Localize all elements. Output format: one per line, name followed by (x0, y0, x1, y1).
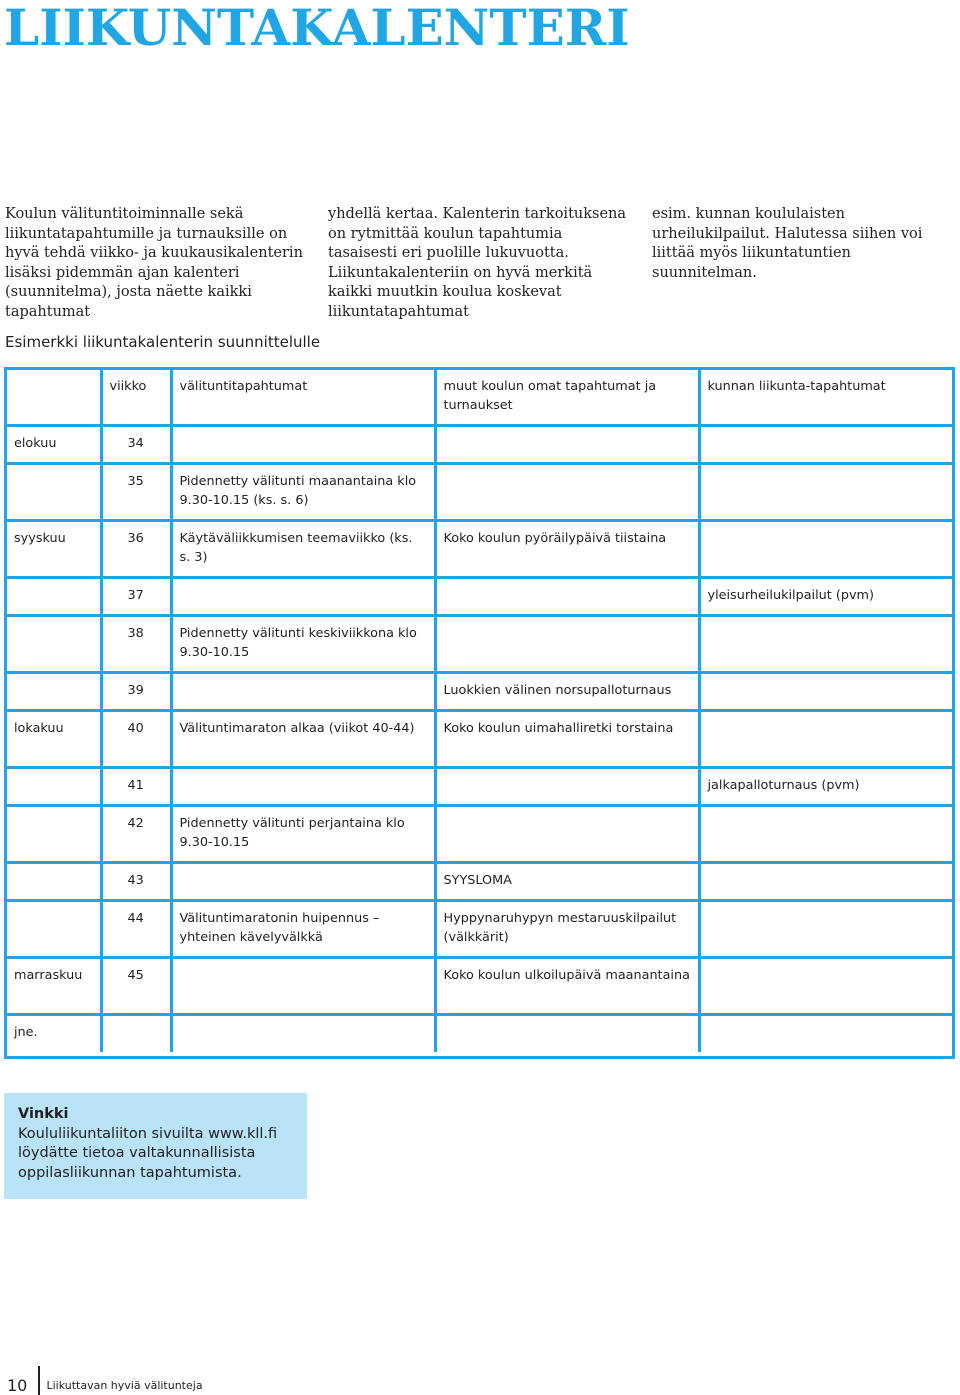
tip-box (4, 1093, 307, 1199)
month-cell (7, 577, 101, 615)
month-cell (7, 900, 101, 957)
break-events-cell (171, 862, 435, 900)
table-header-row (7, 370, 952, 425)
month-cell (7, 862, 101, 900)
municipal-events-cell (699, 425, 952, 463)
break-events-cell: Pidennetty välitunti keskiviikkona klo 9.30-10.15 (171, 615, 435, 672)
municipal-events-cell (699, 805, 952, 862)
calendar-table (7, 370, 952, 1052)
week-cell: 36 (101, 520, 171, 577)
month-cell (7, 672, 101, 710)
table-row (7, 805, 952, 862)
table-row (7, 577, 952, 615)
page-title: LIIKUNTAKALENTERI (4, 0, 630, 57)
table-row (7, 862, 952, 900)
break-events-cell: Pidennetty välitunti maanantaina klo 9.30-10.15 (ks. s. 6) (171, 463, 435, 520)
table-row (7, 957, 952, 1014)
break-events-cell (171, 957, 435, 1014)
header-school-events: muut koulun omat tapahtumat ja turnaukset (435, 370, 699, 425)
break-events-cell: Välituntimaraton alkaa (viikot 40-44) (171, 710, 435, 767)
break-events-cell: Pidennetty välitunti perjantaina klo 9.30-10.15 (171, 805, 435, 862)
municipal-events-cell (699, 1014, 952, 1052)
table-row (7, 1014, 952, 1052)
municipal-events-cell (699, 957, 952, 1014)
municipal-events-cell (699, 672, 952, 710)
table-row (7, 710, 952, 767)
week-cell: 41 (101, 767, 171, 805)
header-month (7, 370, 101, 425)
table-row (7, 672, 952, 710)
week-cell: 34 (101, 425, 171, 463)
intro-column-1: Koulun välituntitoiminnalle sekä liikuntatapahtumille ja turnauksille on hyvä tehdä viikko- ja kuukausikalenterin lisäksi pidemmän ajan kalenteri (suunnitelma), josta näette kaikki tapahtumat (5, 206, 303, 320)
break-events-cell (171, 577, 435, 615)
municipal-events-cell (699, 520, 952, 577)
header-municipal-events: kunnan liikunta-tapahtumat (699, 370, 952, 425)
week-cell: 43 (101, 862, 171, 900)
tip-text: Koululiikuntaliiton sivuilta www.kll.fi löydätte tietoa valtakunnallisista oppilasliikunnan tapahtumista. (18, 1125, 278, 1181)
month-cell: elokuu (7, 425, 101, 463)
school-events-cell (435, 767, 699, 805)
break-events-cell: Välituntimaratonin huipennus – yhteinen kävelyvälkkä (171, 900, 435, 957)
table-row (7, 520, 952, 577)
month-cell (7, 767, 101, 805)
page-number: 10 (7, 1376, 28, 1395)
month-cell: jne. (7, 1014, 101, 1052)
municipal-events-cell: jalkapalloturnaus (pvm) (699, 767, 952, 805)
school-events-cell (435, 1014, 699, 1052)
month-cell: lokakuu (7, 710, 101, 767)
header-break-events: välituntitapahtumat (171, 370, 435, 425)
break-events-cell (171, 425, 435, 463)
tip-title: Vinkki (18, 1106, 69, 1122)
footer (7, 1375, 203, 1395)
week-cell: 39 (101, 672, 171, 710)
week-cell: 42 (101, 805, 171, 862)
break-events-cell (171, 1014, 435, 1052)
month-cell: marraskuu (7, 957, 101, 1014)
school-events-cell: Luokkien välinen norsupalloturnaus (435, 672, 699, 710)
table-row (7, 900, 952, 957)
week-cell: 40 (101, 710, 171, 767)
school-events-cell (435, 615, 699, 672)
intro-column-3: esim. kunnan koululaisten urheilukilpailut. Halutessa siihen voi liittää myös liikuntatuntien suunnitelman. (652, 206, 923, 281)
footer-text: Liikuttavan hyviä välitunteja (46, 1379, 203, 1392)
week-cell: 37 (101, 577, 171, 615)
school-events-cell: SYYSLOMA (435, 862, 699, 900)
intro-column-2: yhdellä kertaa. Kalenterin tarkoituksena on rytmittää koulun tapahtumia tasaisesti eri puolille lukuvuotta. Liikuntakalenteriin on hyvä merkitä kaikki muutkin koulua koskevat liikuntatapahtumat (328, 206, 627, 320)
break-events-cell (171, 672, 435, 710)
week-cell: 44 (101, 900, 171, 957)
municipal-events-cell: yleisurheilukilpailut (pvm) (699, 577, 952, 615)
break-events-cell (171, 767, 435, 805)
month-cell (7, 615, 101, 672)
table-row (7, 767, 952, 805)
municipal-events-cell (699, 463, 952, 520)
table-row (7, 425, 952, 463)
school-events-cell (435, 805, 699, 862)
month-cell (7, 463, 101, 520)
week-cell (101, 1014, 171, 1052)
week-cell: 35 (101, 463, 171, 520)
school-events-cell: Koko koulun ulkoilupäivä maanantaina (435, 957, 699, 1014)
municipal-events-cell (699, 862, 952, 900)
week-cell: 45 (101, 957, 171, 1014)
municipal-events-cell (699, 710, 952, 767)
municipal-events-cell (699, 900, 952, 957)
school-events-cell (435, 425, 699, 463)
school-events-cell (435, 463, 699, 520)
month-cell (7, 805, 101, 862)
header-week: viikko (101, 370, 171, 425)
table-row (7, 463, 952, 520)
calendar-table-frame (4, 367, 955, 1059)
school-events-cell: Koko koulun uimahalliretki torstaina (435, 710, 699, 767)
month-cell: syyskuu (7, 520, 101, 577)
break-events-cell: Käytäväliikkumisen teemaviikko (ks. s. 3) (171, 520, 435, 577)
school-events-cell: Koko koulun pyöräilypäivä tiistaina (435, 520, 699, 577)
school-events-cell: Hyppynaruhypyn mestaruuskilpailut (välkkärit) (435, 900, 699, 957)
table-subtitle: Esimerkki liikuntakalenterin suunnittelulle (5, 333, 321, 351)
municipal-events-cell (699, 615, 952, 672)
week-cell: 38 (101, 615, 171, 672)
table-row (7, 615, 952, 672)
school-events-cell (435, 577, 699, 615)
